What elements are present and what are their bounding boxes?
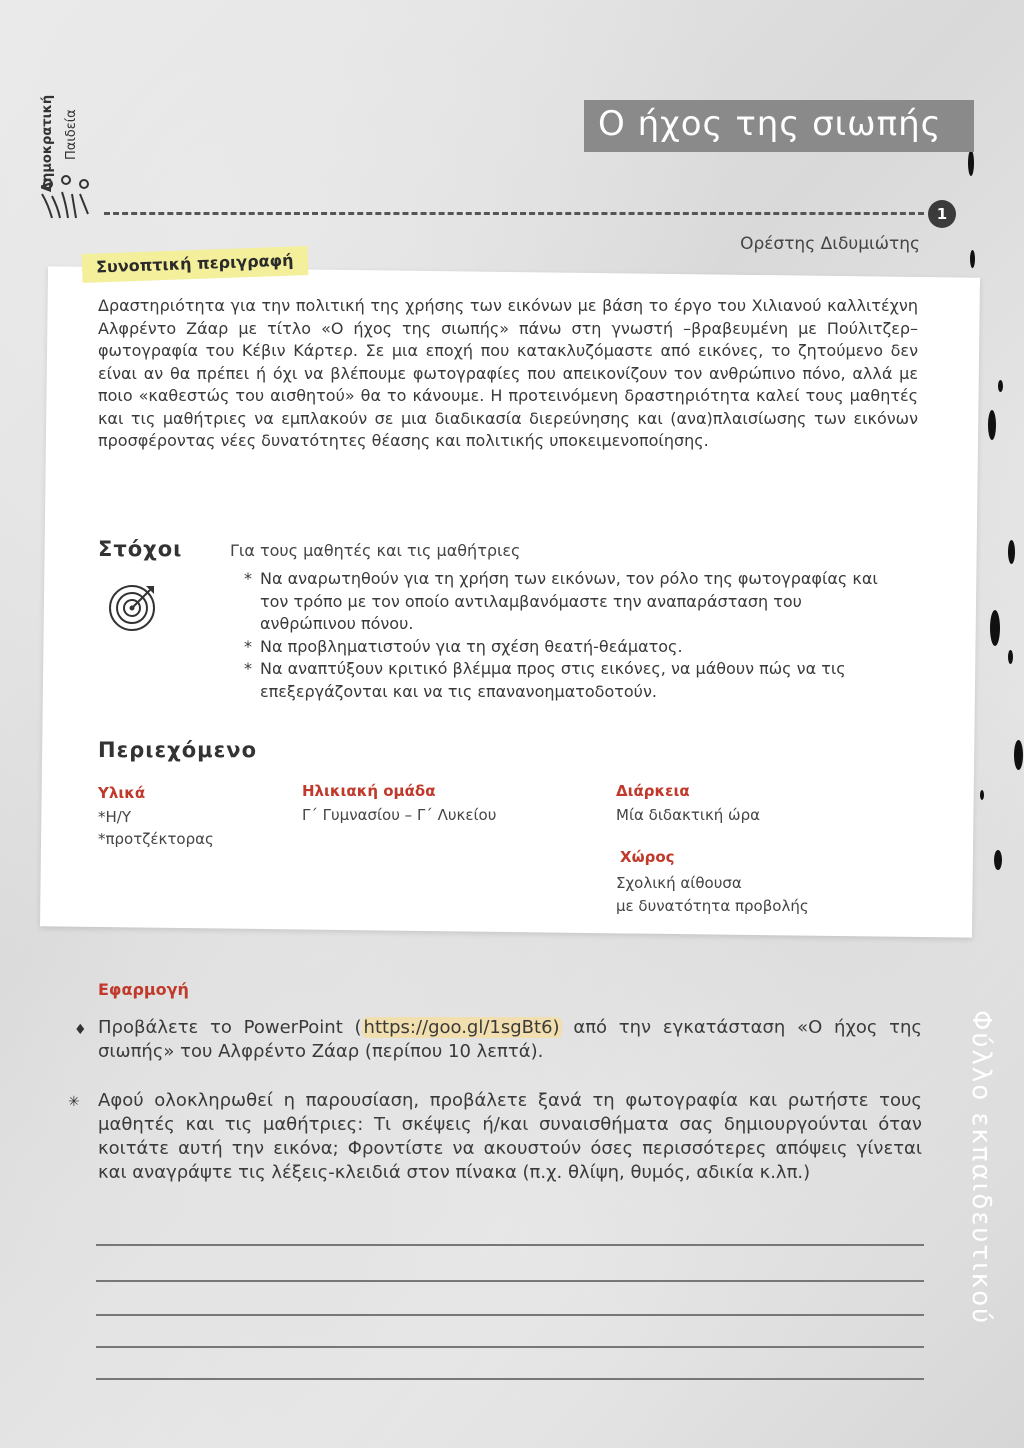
sheet-number-badge: 1 [928,200,956,228]
brand-line2: Παιδεία [64,109,79,160]
materials-item: *προτζέκτορας [98,830,214,848]
application-paragraph-2: Αφού ολοκληρωθεί η παρουσίαση, προβάλετε ξανά τη φωτογραφία και ρωτήστε τους μαθητές και τις μαθήτριες: Τι σκέψεις ή/και συναισθήματα σας δημιουργούνται όταν κοιτάτε αυτή την εικόνα; Φροντίστε να ακουστούν όσες περισσότερες απόψεις γίνεται και αναγράψτε τις λέξεις-κλειδιά στον πίνακα (π.χ. θλίψη, θυμός, αδικία κ.λπ.) [98,1090,922,1183]
materials-item: *Η/Υ [98,808,131,826]
duration-title: Διάρκεια [616,782,690,800]
age-title: Ηλικιακή ομάδα [302,782,436,800]
target-icon [106,580,160,634]
author-name: Ορέστης Διδυμιώτης [740,234,920,254]
goals-heading: Στόχοι [98,537,183,561]
goal-item: * Να αναπτύξουν κριτικό βλέμμα προς στις εικόνες, να μάθουν πώς να τις επεξεργάζονται και να τις επανανοηματοδοτούν. [244,658,884,703]
side-label-text: Φύλλο εκπαιδευτικού [966,1010,996,1326]
side-label [962,1010,998,1350]
dashed-divider [104,212,924,215]
application-paragraph-1: Προβάλετε το PowerPoint ( https://goo.gl/1sgBt6) από την εγκατάσταση «Ο ήχος της σιωπής» του Αλφρέντο Ζάαρ (περίπου 10 λεπτά). [98,1017,922,1062]
age-value: Γ΄ Γυμνασίου – Γ΄ Λυκείου [302,806,497,824]
writing-line [96,1280,924,1282]
goal-item: * Να προβληματιστούν για τη σχέση θεατή-θεάματος. [244,636,884,659]
people-logo-icon [38,174,94,224]
materials-title: Υλικά [98,784,146,802]
summary-text: Δραστηριότητα για την πολιτική της χρήσης των εικόνων με βάση το έργο του Χιλιανού καλλιτέχνη Αλφρέντο Ζάαρ με τίτλο «Ο ήχος της σιωπής» πάνω στη γνωστή –βραβευμένη με Πούλιτζερ– φωτογραφία του Κέβιν Κάρτερ. Σε μια εποχή που κατακλυζόμαστε από εικόνες, το ζητούμενο δεν είναι αν θα πρέπει ή όχι να βλέπουμε φωτογραφίες που απεικονίζουν τον ανθρώπινο πόνο, αλλά με ποιο «καθεστώς του αισθητού» θα το κάνουμε. Η προτεινόμενη δραστηριότητα καλεί τους μαθητές και τις μαθήτριες να εμπλακούν σε μια διαδικασία διερεύνησης και (ανα)πλαισίωσης των εικόνων προσφέροντας νέες δυνατότητες θέασης και πολιτικής υποκειμενοποίησης. [98,296,918,450]
space-title: Χώρος [620,848,675,866]
goals-list [244,568,884,703]
title-banner [584,100,974,152]
content-heading: Περιεχόμενο [98,738,258,762]
writing-line [96,1346,924,1348]
writing-line [96,1244,924,1246]
goal-item: * Να αναρωτηθούν για τη χρήση των εικόνων, τον ρόλο της φωτογραφίας και τον τρόπο με τον οποίο αντιλαμβανόμαστε την αναπαράσταση του ανθρώπινου πόνου. [244,568,884,636]
application-heading: Εφαρμογή [98,980,189,999]
duration-value: Μία διδακτική ώρα [616,806,761,824]
space-line2: με δυνατότητα προβολής [616,897,809,915]
brand-line1: Δημοκρατική [40,94,55,192]
bullet-mark-icon: ♦ [74,1022,87,1038]
summary-heading: Συνοπτική περιγραφή [82,246,308,283]
bullet-mark-icon: ✳ [68,1094,80,1110]
goals-intro: Για τους μαθητές και τις μαθήτριες [230,541,521,560]
powerpoint-link[interactable]: https://goo.gl/1sgBt6) [363,1017,560,1038]
space-line1: Σχολική αίθουσα [616,874,742,892]
brand-logo-text [30,40,90,192]
writing-line [96,1378,924,1380]
writing-line [96,1314,924,1316]
page-title: Ο ήχος της σιωπής [598,104,942,144]
